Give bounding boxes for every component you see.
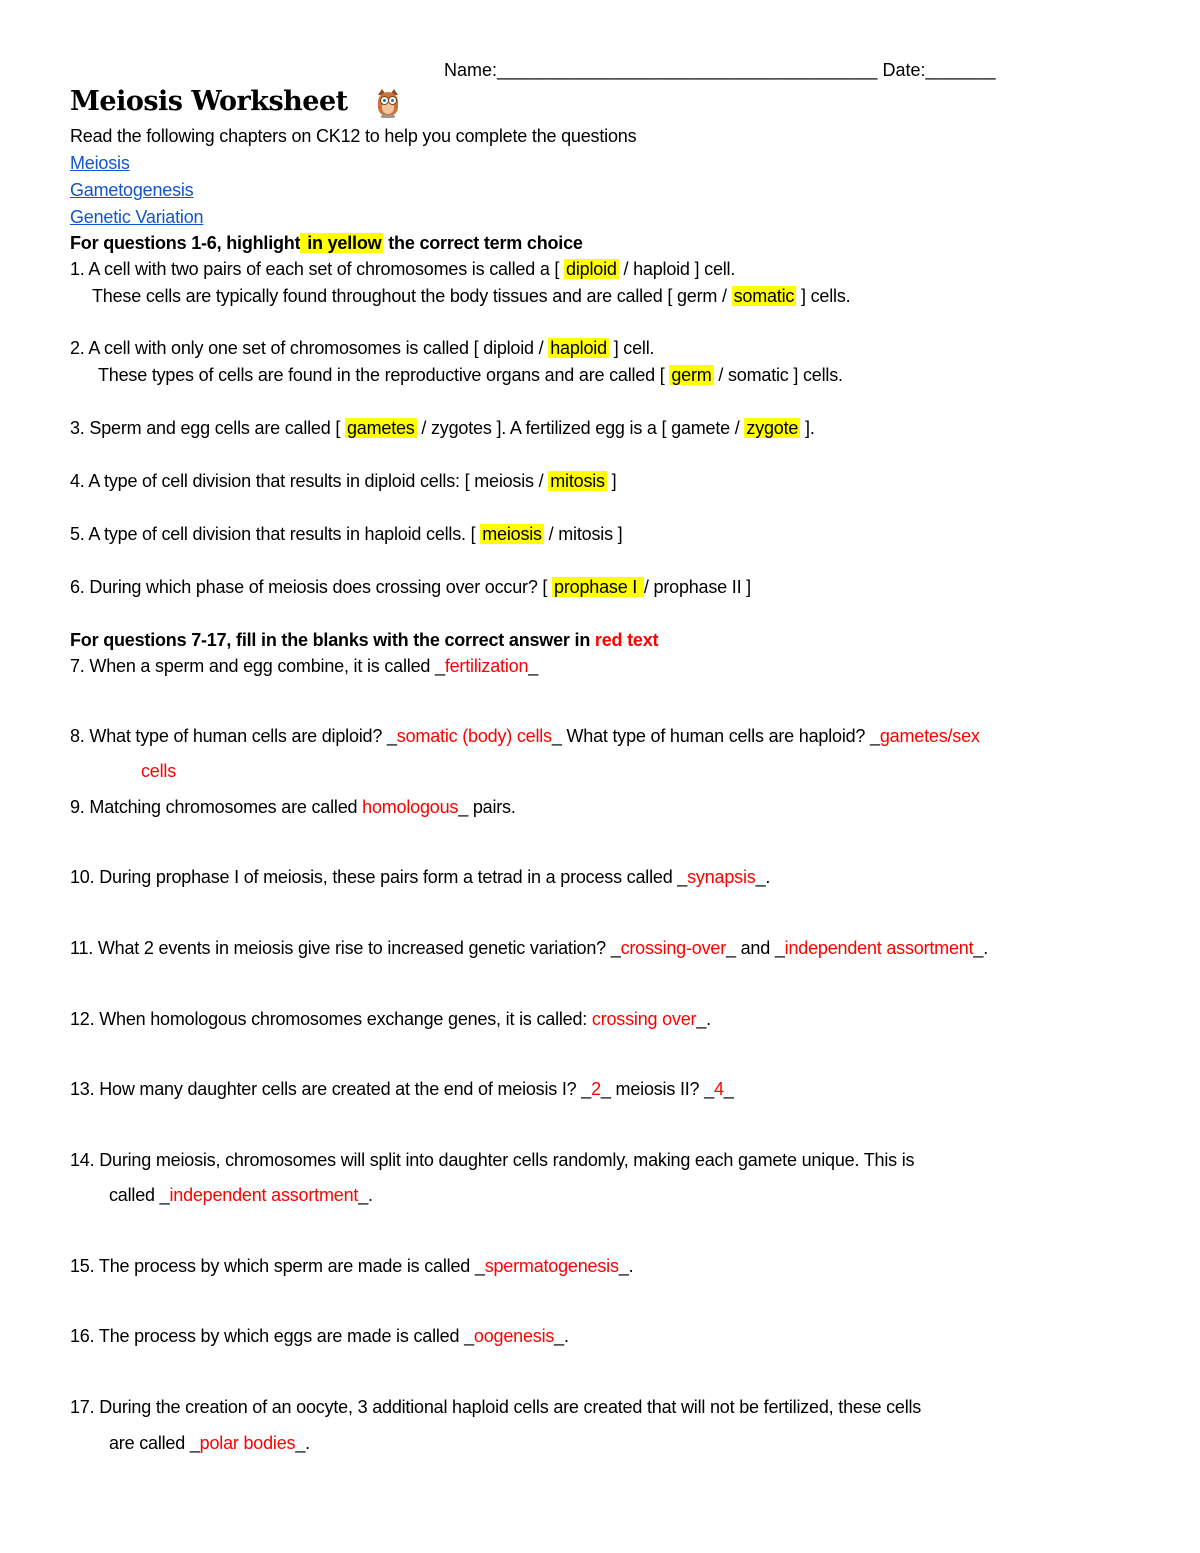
name-date-header [444,60,996,81]
answer-text[interactable]: polar bodies [199,1433,296,1453]
question-15: 15. The process by which sperm are made is called _spermatogenesis_. [70,1256,634,1276]
question-1-part-b: These cells are typically found throughout the body tissues and are called [ germ / somatic ] cells. [92,286,851,306]
question-11: 11. What 2 events in meiosis give rise to increased genetic variation? _crossing-over_ and _independent assortment_. [70,938,989,958]
answer-text[interactable]: independent assortment [169,1185,359,1205]
answer-text[interactable]: homologous [362,797,459,817]
answer-text[interactable]: 4 [713,1079,724,1099]
owl-icon [375,88,401,118]
question-8: 8. What type of human cells are diploid? _somatic (body) cells_ What type of human cells are haploid? _gametes/sex [70,726,980,746]
answer-text[interactable]: gametes/sex [879,726,980,746]
answer-text[interactable]: 2 [591,1079,601,1099]
question-17-continuation: are called _polar bodies_. [109,1433,310,1453]
question-14: 14. During meiosis, chromosomes will split into daughter cells randomly, making each gamete unique. This is [70,1150,915,1170]
question-2-part-b: These types of cells are found in the reproductive organs and are called [ germ / somatic ] cells. [98,365,843,385]
question-14-continuation: called _independent assortment_. [109,1185,373,1205]
question-5: 5. A type of cell division that results in haploid cells. [ meiosis / mitosis ] [70,524,623,544]
date-field[interactable]: _______ [925,60,996,80]
answer-highlight[interactable]: haploid [550,338,607,358]
answer-highlight[interactable]: meiosis [482,524,542,544]
question-10: 10. During prophase I of meiosis, these pairs form a tetrad in a process called _synapsis_. [70,867,771,887]
question-9: 9. Matching chromosomes are called homologous_ pairs. [70,797,516,817]
answer-highlight[interactable]: prophase I [554,577,642,597]
name-field[interactable]: ______________________________________ [497,60,878,80]
section1-instructions: For questions 1-6, highlight in yellow the correct term choice [70,233,583,253]
answer-highlight[interactable]: zygote [746,418,799,438]
answer-highlight[interactable]: gametes [346,418,415,438]
section2-instructions: For questions 7-17, fill in the blanks with the correct answer in red text [70,630,659,650]
page-title: Meiosis Worksheet [70,86,401,118]
question-16: 16. The process by which eggs are made is called _oogenesis_. [70,1326,569,1346]
question-2: 2. A cell with only one set of chromosomes is called [ diploid / haploid ] cell. [70,338,655,358]
question-1: 1. A cell with two pairs of each set of chromosomes is called a [ diploid / haploid ] cell. [70,259,736,279]
answer-text[interactable]: somatic (body) cells [396,726,552,746]
answer-text[interactable]: spermatogenesis [484,1256,619,1276]
intro-text: Read the following chapters on CK12 to help you complete the questions [70,126,637,146]
question-17: 17. During the creation of an oocyte, 3 additional haploid cells are created that will not be fertilized, these cells [70,1397,922,1417]
date-label: Date: [882,60,926,80]
answer-text[interactable]: fertilization [444,656,529,676]
answer-text[interactable]: crossing-over [620,938,726,958]
question-6: 6. During which phase of meiosis does crossing over occur? [ prophase I / prophase II ] [70,577,751,597]
answer-highlight[interactable]: diploid [566,259,617,279]
link-meiosis[interactable]: Meiosis [70,153,130,173]
question-13: 13. How many daughter cells are created at the end of meiosis I? _2_ meiosis II? _4_ [70,1079,734,1099]
answer-text[interactable]: independent assortment [784,938,974,958]
answer-highlight[interactable]: germ [671,365,712,385]
name-label: Name: [444,60,498,80]
question-4: 4. A type of cell division that results in diploid cells: [ meiosis / mitosis ] [70,471,617,491]
answer-text[interactable]: synapsis [687,867,756,887]
answer-highlight[interactable]: somatic [733,286,795,306]
question-12: 12. When homologous chromosomes exchange genes, it is called: crossing over_. [70,1009,711,1029]
highlight-example: in yellow [302,233,382,253]
answer-text[interactable]: oogenesis [473,1326,555,1346]
question-7: 7. When a sperm and egg combine, it is called _fertilization_ [70,656,539,676]
question-3: 3. Sperm and egg cells are called [ gametes / zygotes ]. A fertilized egg is a [ gamete / zygote ]. [70,418,815,438]
answer-text[interactable]: crossing over [591,1009,697,1029]
link-gametogenesis[interactable]: Gametogenesis [70,180,194,200]
link-genetic-variation[interactable]: Genetic Variation [70,207,204,227]
question-8-continuation[interactable]: cells [141,761,177,781]
answer-highlight[interactable]: mitosis [550,471,605,491]
